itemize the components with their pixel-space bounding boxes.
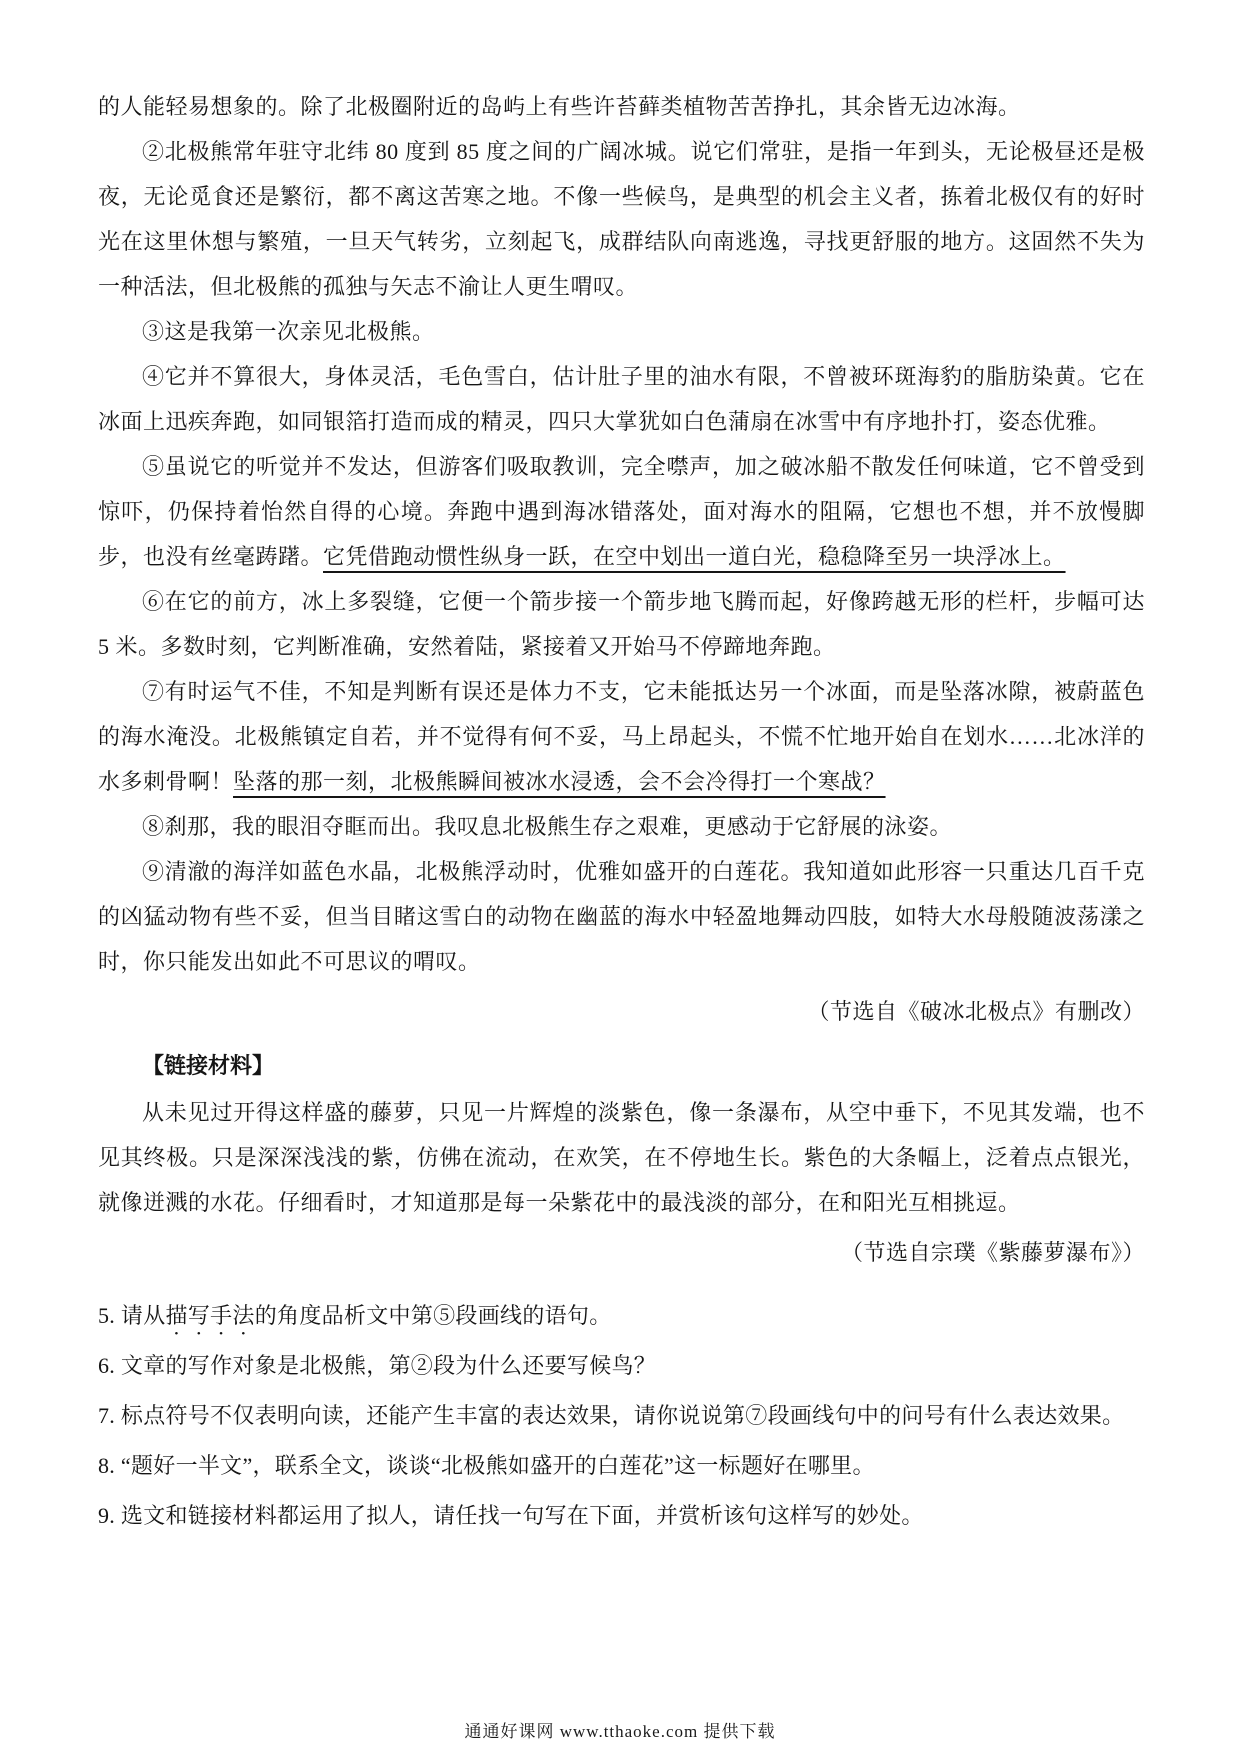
- paragraph-8: ⑧刹那，我的眼泪夺眶而出。我叹息北极熊生存之艰难，更感动于它舒展的泳姿。: [142, 814, 953, 839]
- paragraph-9: ⑨清澈的海洋如蓝色水晶，北极熊浮动时，优雅如盛开的白莲花。我知道如此形容一只重达几百千克的凶猛动物有些不妥，但当目睹这雪白的动物在幽蓝的海水中轻盈地舞动四肢，如特大水母般随波荡漾之时，你只能发出如此不可思议的喟叹。: [98, 859, 1145, 974]
- question-8: 8. “题好一半文”，联系全文，谈谈“北极熊如盛开的白莲花”这一标题好在哪里。: [98, 1453, 875, 1478]
- paragraph-4: ④它并不算很大，身体灵活，毛色雪白，估计肚子里的油水有限，不曾被环斑海豹的脂肪染黄。它在冰面上迅疾奔跑，如同银箔打造而成的精灵，四只大掌犹如白色蒲扇在冰雪中有序地扑打，姿态优雅。: [98, 364, 1145, 434]
- linked-material-header: 【链接材料】: [142, 1053, 275, 1078]
- paragraph-5: [98, 444, 1145, 579]
- paragraph-5-text: ⑤虽说它的听觉并不发达，但游客们吸取教训，完全噤声，加之破冰船不散发任何味道，它不曾受到惊吓，仍保持着怡然自得的心境。奔跑中遇到海冰错落处，面对海水的阻隔，它想也不想，并不放慢脚步，也没有丝毫踌躇。: [98, 454, 1145, 569]
- source-attribution-wisteria: （节选自宗璞《紫藤萝瀑布》）: [840, 1240, 1145, 1265]
- question-5: [98, 1291, 1145, 1341]
- source-attribution-polar-bear: （节选自《破冰北极点》有删改）: [807, 999, 1145, 1024]
- question-7: 7. 标点符号不仅表明向读，还能产生丰富的表达效果，请你说说第⑦段画线句中的问号有什么表达效果。: [98, 1403, 1125, 1428]
- question-6: 6. 文章的写作对象是北极熊，第②段为什么还要写候鸟？: [98, 1353, 657, 1378]
- question-list: [98, 1291, 1145, 1541]
- paragraph-2: ②北极熊常年驻守北纬 80 度到 85 度之间的广阔冰城。说它们常驻，是指一年到头，无论极昼还是极夜，无论觅食还是繁衍，都不离这苦寒之地。不像一些候鸟，是典型的机会主义者，拣着北极仅有的好时光在这里休想与繁殖，一旦天气转劣，立刻起飞，成群结队向南逃逸，寻找更舒服的地方。这固然不失为一种活法，但北极熊的孤独与矢志不渝让人更生喟叹。: [98, 139, 1145, 299]
- question-5-suffix: 的角度品析文中第⑤段画线的语句。: [254, 1303, 612, 1328]
- question-9: 9. 选文和链接材料都运用了拟人，请任找一句写在下面，并赏析该句这样写的妙处。: [98, 1503, 924, 1528]
- page-footer-watermark: 通通好课网 www.tthaoke.com 提供下载: [464, 1722, 776, 1741]
- paragraph-6: ⑥在它的前方，冰上多裂缝，它便一个箭步接一个箭步地飞腾而起，好像跨越无形的栏杆，步幅可达 5 米。多数时刻，它判断准确，安然着陆，紧接着又开始马不停蹄地奔跑。: [98, 589, 1145, 659]
- question-5-prefix: 5. 请从: [98, 1303, 166, 1328]
- paragraph-7: [98, 669, 1145, 804]
- linked-material-paragraph: 从未见过开得这样盛的藤萝，只见一片辉煌的淡紫色，像一条瀑布，从空中垂下，不见其发端，也不见其终极。只是深深浅浅的紫，仿佛在流动，在欢笑，在不停地生长。紫色的大条幅上，泛着点点银光，就像迸溅的水花。仔细看时，才知道那是每一朵紫花中的最浅淡的部分，在和阳光互相挑逗。: [98, 1100, 1145, 1215]
- paragraph-5-underlined-sentence: 它凭借跑动惯性纵身一跃，在空中划出一道白光，稳稳降至另一块浮冰上。: [323, 544, 1066, 569]
- question-5-emphasized-term: 描写手法: [165, 1303, 255, 1328]
- paragraph-7-underlined-sentence: 坠落的那一刻，北极熊瞬间被冰水浸透，会不会冷得打一个寒战？: [233, 769, 886, 794]
- paragraph-1-continuation: 的人能轻易想象的。除了北极圈附近的岛屿上有些许苔藓类植物苦苦挣扎，其余皆无边冰海。: [98, 94, 1021, 119]
- paragraph-3: ③这是我第一次亲见北极熊。: [142, 319, 435, 344]
- paragraph-7-text: ⑦有时运气不佳，不知是判断有误还是体力不支，它未能抵达另一个冰面，而是坠落冰隙，被蔚蓝色的海水淹没。北极熊镇定自若，并不觉得有何不妥，马上昂起头，不慌不忙地开始自在划水……北冰洋的水多刺骨啊！: [98, 679, 1145, 794]
